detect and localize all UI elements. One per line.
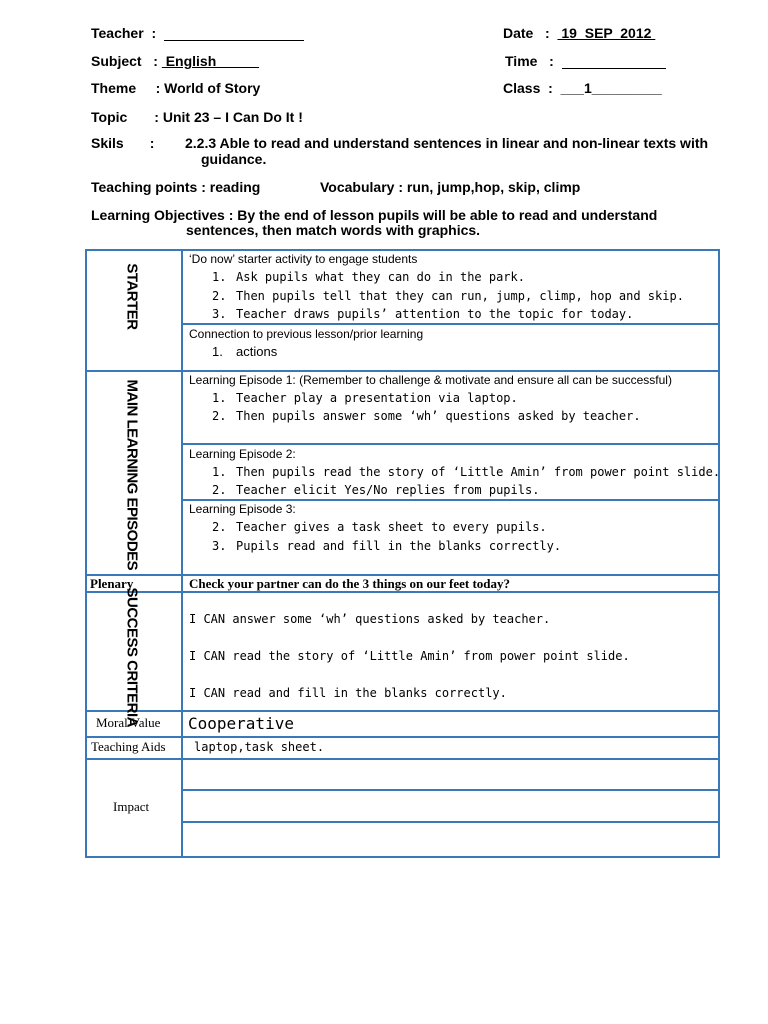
list-item: 3. Teacher draws pupils’ attention to the topic for today. bbox=[212, 307, 634, 321]
episode-2-heading: Learning Episode 2: bbox=[189, 447, 296, 461]
list-item: 2. Then pupils answer some ‘wh’ questions asked by teacher. bbox=[212, 409, 641, 423]
success-item: I CAN read and fill in the blanks correctly. bbox=[189, 686, 507, 700]
teaching-aids-label: Teaching Aids bbox=[91, 739, 166, 754]
list-item: 2. Teacher gives a task sheet to every pupils. bbox=[212, 520, 547, 534]
skills-line-2: guidance. bbox=[201, 151, 267, 167]
subject-row: Subject : English bbox=[91, 53, 260, 69]
skills-label: Skils bbox=[91, 135, 124, 151]
class-row: Class : ___1_________ bbox=[503, 80, 662, 96]
class-value: ___1_________ bbox=[560, 80, 662, 96]
success-item: I CAN read the story of ‘Little Amin’ from power point slide. bbox=[189, 649, 630, 663]
teacher-row: Teacher : bbox=[91, 25, 304, 41]
do-now-heading: ‘Do now’ starter activity to engage students bbox=[189, 252, 418, 266]
date-label: Date bbox=[503, 25, 534, 41]
row-line bbox=[181, 821, 720, 823]
list-item: 2. Then pupils tell that they can run, jump, climp, hop and skip. bbox=[212, 289, 684, 303]
list-item: 3. Pupils read and fill in the blanks correctly. bbox=[212, 539, 562, 553]
topic-row bbox=[91, 109, 303, 125]
episode-3-heading: Learning Episode 3: bbox=[189, 502, 296, 516]
topic-label: Topic bbox=[91, 109, 128, 125]
column-divider bbox=[181, 249, 183, 858]
starter-label: STARTER bbox=[123, 263, 141, 330]
skills-line-1: 2.2.3 Able to read and understand sentences in linear and non-linear texts with bbox=[185, 135, 709, 151]
success-item: I CAN answer some ‘wh’ questions asked by teacher. bbox=[189, 612, 551, 626]
date-row: Date : 19 SEP 2012 bbox=[503, 25, 656, 41]
skills-label-row: Skils : bbox=[91, 135, 155, 151]
subject-value: English bbox=[161, 53, 260, 69]
list-item: 1. Ask pupils what they can do in the park. bbox=[212, 270, 525, 284]
row-line bbox=[85, 370, 720, 372]
row-line bbox=[181, 499, 720, 501]
list-item: 1. actions bbox=[212, 344, 278, 359]
vocabulary: Vocabulary : run, jump,hop, skip, climp bbox=[320, 179, 581, 195]
objectives-line-2: sentences, then match words with graphics. bbox=[186, 222, 481, 238]
theme-value: : World of Story bbox=[155, 80, 261, 96]
subject-label: Subject bbox=[91, 53, 142, 69]
theme-row bbox=[91, 80, 260, 96]
teaching-aids-value: laptop,task sheet. bbox=[194, 740, 325, 754]
moral-value-label: Moral Value bbox=[96, 715, 161, 730]
impact-label: Impact bbox=[113, 799, 150, 814]
row-line bbox=[85, 710, 720, 712]
objectives-line-1: Learning Objectives : By the end of lesson pupils will be able to read and understand bbox=[91, 207, 658, 223]
row-line bbox=[85, 736, 720, 738]
row-line bbox=[181, 789, 720, 791]
row-line bbox=[181, 443, 720, 445]
moral-value: Cooperative bbox=[188, 714, 294, 733]
topic-value: : Unit 23 – I Can Do It ! bbox=[154, 109, 303, 125]
list-item: 1. Then pupils read the story of ‘Little Amin’ from power point slide. bbox=[212, 465, 721, 479]
main-episodes-label: MAIN LEARNING EPISODES bbox=[123, 379, 141, 571]
plenary-text: Check your partner can do the 3 things on our feet today? bbox=[189, 576, 511, 591]
list-item: 2. Teacher elicit Yes/No replies from pupils. bbox=[212, 483, 540, 497]
episode-1-heading: Learning Episode 1: (Remember to challenge & motivate and ensure all can be successful) bbox=[189, 373, 672, 387]
list-item: 1. Teacher play a presentation via laptop. bbox=[212, 391, 518, 405]
success-criteria-label: SUCCESS CRITERIA bbox=[123, 587, 141, 728]
row-line bbox=[181, 323, 720, 325]
class-label: Class bbox=[503, 80, 541, 96]
connection-heading: Connection to previous lesson/prior learning bbox=[189, 327, 424, 341]
time-value bbox=[562, 54, 666, 69]
teacher-label: Teacher bbox=[91, 25, 144, 41]
teacher-value bbox=[164, 26, 304, 41]
row-line bbox=[85, 758, 720, 760]
time-row: Time : bbox=[505, 53, 666, 69]
time-label: Time bbox=[505, 53, 538, 69]
teaching-points: Teaching points : reading bbox=[91, 179, 261, 195]
plenary-label: Plenary bbox=[90, 576, 134, 591]
date-value: 19 SEP 2012 bbox=[557, 25, 656, 41]
theme-label: Theme bbox=[91, 80, 137, 96]
